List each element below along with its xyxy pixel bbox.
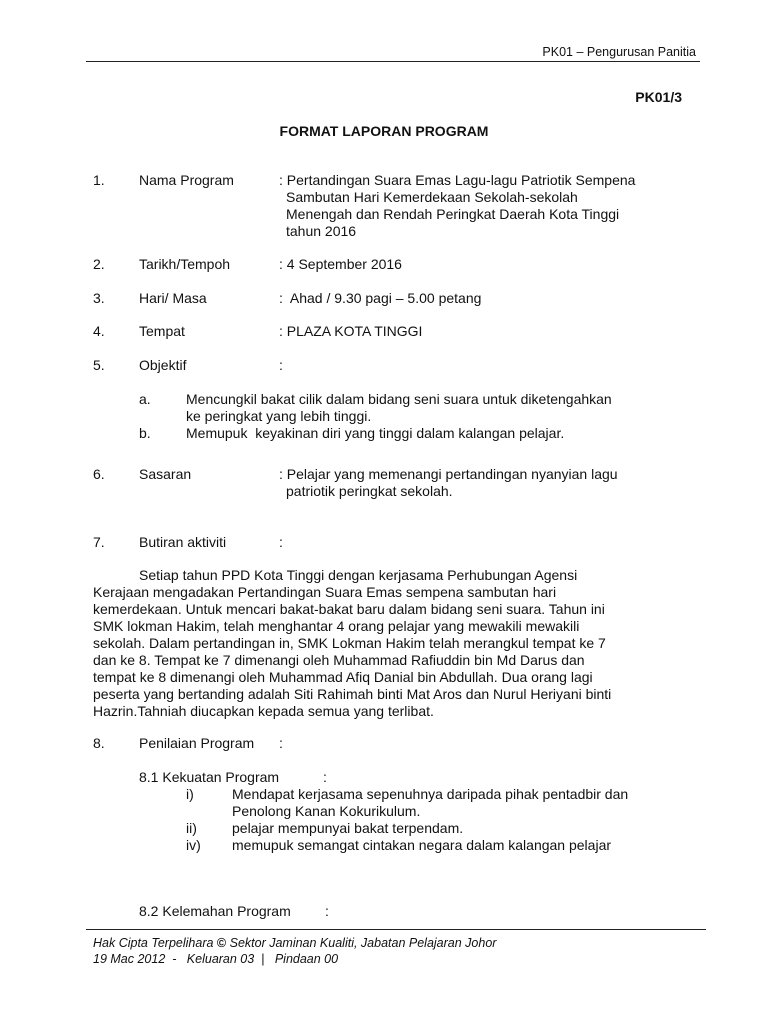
paragraph-line: Hazrin.Tahniah diucapkan kepada semua yang terlibat. <box>93 703 434 719</box>
paragraph-line: sekolah. Dalam pertandingan in, SMK Lokman Hakim telah merangkul tempat ke 7 <box>93 635 606 651</box>
item-value: : PLAZA KOTA TINGGI <box>279 323 423 339</box>
header-rule <box>86 61 700 62</box>
item-number: 6. <box>93 466 105 482</box>
item-label: Tempat <box>139 323 185 339</box>
point-line: Mendapat kerjasama sepenuhnya daripada pihak pentadbir dan <box>232 786 629 802</box>
footer-copyright-suffix: Sektor Jaminan Kualiti, Jabatan Pelajaran Johor <box>226 936 497 950</box>
item-value-line: patriotik peringkat sekolah. <box>286 483 453 499</box>
paragraph-line: dan ke 8. Tempat ke 7 dimenangi oleh Muhammad Rafiuddin bin Md Darus dan <box>93 652 585 668</box>
objective-mark: a. <box>139 391 151 407</box>
item-value: : 4 September 2016 <box>279 256 402 272</box>
paragraph-line: Setiap tahun PPD Kota Tinggi dengan kerjasama Perhubungan Agensi <box>139 567 578 583</box>
point-mark: ii) <box>186 820 197 836</box>
kekuatan-colon: : <box>323 769 327 785</box>
kekuatan-heading: 8.1 Kekuatan Program <box>139 769 280 785</box>
objective-line: Mencungkil bakat cilik dalam bidang seni suara untuk diketengahkan <box>186 391 612 407</box>
point-line: pelajar mempunyai bakat terpendam. <box>232 820 464 836</box>
item-value: : Pertandingan Suara Emas Lagu-lagu Patriotik Sempena <box>279 172 636 188</box>
footer-rule <box>86 929 706 930</box>
kelemahan-heading: 8.2 Kelemahan Program <box>139 903 291 919</box>
item-value-line: tahun 2016 <box>286 223 357 239</box>
item-value: : <box>279 534 283 550</box>
footer-copyright <box>93 935 496 951</box>
paragraph-line: tempat ke 8 dimenangi oleh Muhammad Afiq Danial bin Abdullah. Dua orang lagi <box>93 669 593 685</box>
objective-line: Memupuk keyakinan diri yang tinggi dalam kalangan pelajar. <box>186 425 565 441</box>
copyright-symbol: © <box>216 936 227 950</box>
paragraph-line: Kerajaan mengadakan Pertandingan Suara Emas sempena sambutan hari <box>93 584 557 600</box>
item-value: : <box>279 735 283 751</box>
item-value: : <box>279 357 283 373</box>
kelemahan-colon: : <box>325 903 329 919</box>
item-number: 3. <box>93 290 105 306</box>
item-label: Penilaian Program <box>139 735 255 751</box>
item-value-line: Menengah dan Rendah Peringkat Daerah Kota Tinggi <box>286 206 620 222</box>
paragraph-line: kemerdekaan. Untuk mencari bakat-bakat baru dalam bidang seni suara. Tahun ini <box>93 601 605 617</box>
paragraph-line: SMK lokman Hakim, telah menghantar 4 orang pelajar yang mewakili mewakili <box>93 618 580 634</box>
item-label: Tarikh/Tempoh <box>139 256 231 272</box>
document-reference: PK01/3 <box>635 89 682 105</box>
item-value: : Pelajar yang memenangi pertandingan nyanyian lagu <box>279 466 618 482</box>
footer-copyright-prefix: Hak Cipta Terpelihara <box>93 936 217 950</box>
point-line: memupuk semangat cintakan negara dalam kalangan pelajar <box>232 837 612 853</box>
item-number: 4. <box>93 323 105 339</box>
item-label: Butiran aktiviti <box>139 534 227 550</box>
item-number: 8. <box>93 735 105 751</box>
paragraph-line: peserta yang bertanding adalah Siti Rahimah binti Mat Aros dan Nurul Heriyani binti <box>93 686 612 702</box>
item-number: 1. <box>93 172 105 188</box>
footer-revision: 19 Mac 2012 - Keluaran 03 | Pindaan 00 <box>93 952 339 966</box>
item-value-line: Sambutan Hari Kemerdekaan Sekolah-sekolah <box>286 189 578 205</box>
item-number: 2. <box>93 256 105 272</box>
item-value: : Ahad / 9.30 pagi – 5.00 petang <box>279 290 482 306</box>
point-mark: iv) <box>186 837 201 853</box>
point-mark: i) <box>186 786 194 802</box>
objective-line: ke peringkat yang lebih tinggi. <box>186 408 372 424</box>
item-label: Sasaran <box>139 466 192 482</box>
item-label: Hari/ Masa <box>139 290 207 306</box>
objective-mark: b. <box>139 425 151 441</box>
item-number: 5. <box>93 357 105 373</box>
item-label: Objektif <box>139 357 187 373</box>
document-title: FORMAT LAPORAN PROGRAM <box>279 123 489 139</box>
item-number: 7. <box>93 534 105 550</box>
point-line: Penolong Kanan Kokurikulum. <box>232 803 421 819</box>
header-code: PK01 – Pengurusan Panitia <box>542 45 696 59</box>
item-label: Nama Program <box>139 172 234 188</box>
